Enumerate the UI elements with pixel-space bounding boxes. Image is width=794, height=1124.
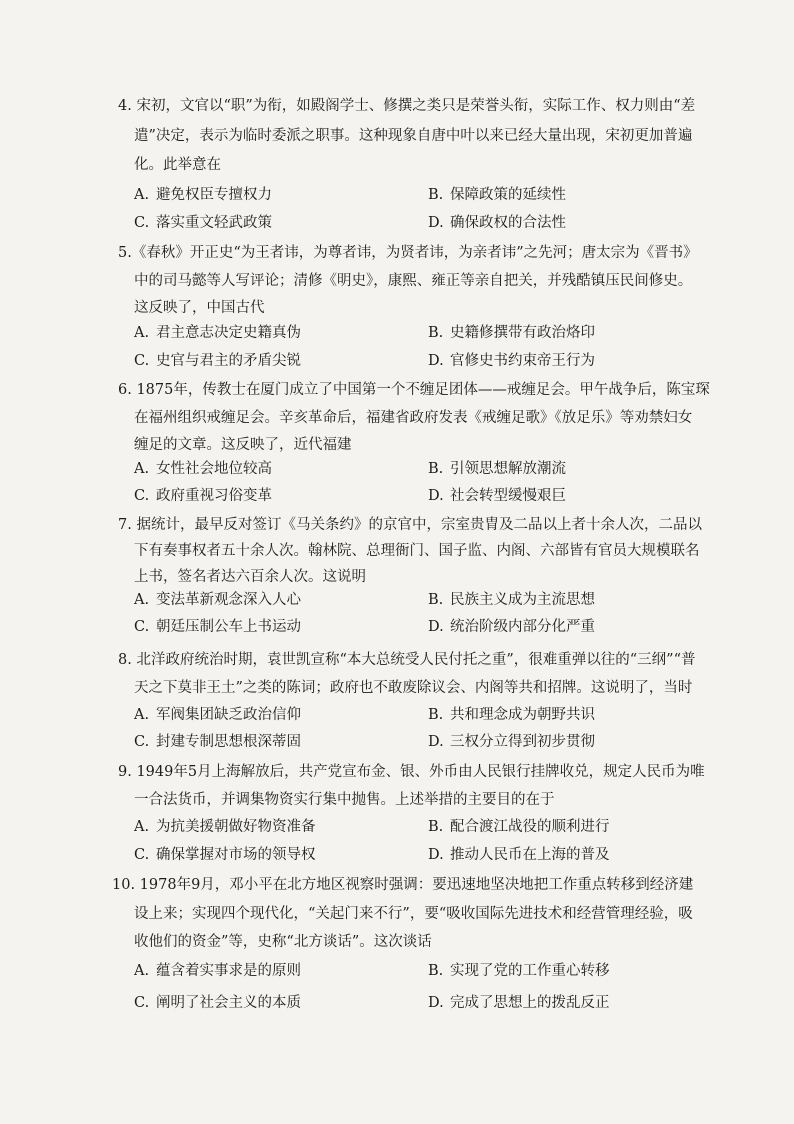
option-letter: C. [134,847,150,863]
option-7a [134,590,301,610]
question-4-line-3: 化。此举意在 [134,157,221,173]
option-letter: C. [134,215,150,231]
option-letter: C. [134,488,150,504]
option-text: 三权分立得到初步贯彻 [450,734,595,750]
option-text: 确保政权的合法性 [450,215,566,231]
option-text: 阐明了社会主义的本质 [156,995,301,1011]
option-5c [134,351,301,371]
option-text: 变法革新观念深入人心 [156,592,301,608]
question-4-line-1: 4. 宋初，文官以“职”为衔，如殿阁学士、修撰之类只是荣誉头衔，实际工作、权力则由“差 [118,98,696,114]
option-text: 避免权臣专擅权力 [156,187,272,203]
option-letter: D. [428,353,444,369]
option-letter: A. [134,325,150,341]
option-text: 官修史书约束帝王行为 [450,353,595,369]
question-7-line-2: 下有奏事权者五十余人次。翰林院、总理衙门、国子监、内阁、六部皆有官员大规模联名 [134,543,700,559]
option-text: 民族主义成为主流思想 [450,592,595,608]
question-6-line-2: 在福州组织戒缠足会。辛亥革命后，福建省政府发表《戒缠足歌》《放足乐》等劝禁妇女 [134,410,693,426]
option-text: 封建专制思想根深蒂固 [156,734,301,750]
option-letter: A. [134,187,150,203]
option-letter: C. [134,995,150,1011]
option-5d [428,351,595,371]
option-text: 实现了党的工作重心转移 [450,963,610,979]
option-letter: B. [428,819,444,835]
option-9b [428,817,610,837]
option-letter: D. [428,995,444,1011]
question-7-line-1: 7. 据统计，最早反对签订《马关条约》的京官中，宗室贵胄及二品以上者十余人次，二品以 [118,517,702,533]
question-9-line-1: 9. 1949年5月上海解放后，共产党宣布金、银、外币由人民银行挂牌收兑，规定人民币为唯 [118,764,705,780]
option-letter: C. [134,353,150,369]
question-6-line-3: 缠足的文章。这反映了，近代福建 [134,437,352,453]
option-8d [428,732,595,752]
option-text: 配合渡江战役的顺利进行 [450,819,610,835]
option-10a [134,961,301,981]
question-5-line-3: 这反映了，中国古代 [134,300,265,316]
option-5b [428,323,595,343]
option-letter: A. [134,592,150,608]
option-text: 君主意志决定史籍真伪 [156,325,301,341]
option-text: 落实重文轻武政策 [156,215,272,231]
option-7b [428,590,595,610]
question-6-line-1: 6. 1875年，传教士在厦门成立了中国第一个不缠足团体——戒缠足会。甲午战争后，陈宝琛 [118,382,710,398]
option-10c [134,993,301,1013]
option-letter: B. [428,461,444,477]
option-6d [428,486,566,506]
option-text: 政府重视习俗变革 [156,488,272,504]
option-text: 完成了思想上的拨乱反正 [450,995,610,1011]
option-4a [134,185,272,205]
option-letter: B. [428,187,444,203]
option-letter: B. [428,707,444,723]
option-text: 共和理念成为朝野共识 [450,707,595,723]
question-5-line-2: 中的司马懿等人写评论；清修《明史》，康熙、雍正等亲自把关，并残酷镇压民间修史。 [134,273,693,289]
option-letter: C. [134,619,150,635]
option-text: 为抗美援朝做好物资准备 [156,819,316,835]
option-5a [134,323,301,343]
question-10-line-3: 收他们的资金”等，史称“北方谈话”。这次谈话 [134,934,432,950]
option-letter: A. [134,707,150,723]
option-4c [134,213,272,233]
option-text: 保障政策的延续性 [450,187,566,203]
option-text: 蕴含着实事求是的原则 [156,963,301,979]
option-text: 确保掌握对市场的领导权 [156,847,316,863]
option-6b [428,459,566,479]
option-10d [428,993,610,1013]
option-letter: B. [428,963,444,979]
option-letter: D. [428,619,444,635]
option-7d [428,617,595,637]
option-8b [428,705,595,725]
option-text: 推动人民币在上海的普及 [450,847,610,863]
option-letter: A. [134,461,150,477]
option-8a [134,705,301,725]
option-letter: D. [428,488,444,504]
option-letter: A. [134,963,150,979]
question-5-line-1: 5.《春秋》开正史“为王者讳，为尊者讳，为贤者讳，为亲者讳”之先河；唐太宗为《晋书》 [118,245,698,261]
option-text: 史官与君主的矛盾尖锐 [156,353,301,369]
option-8c [134,732,301,752]
option-letter: D. [428,847,444,863]
option-letter: D. [428,734,444,750]
option-4b [428,185,566,205]
option-letter: D. [428,215,444,231]
question-7-line-3: 上书，签名者达六百余人次。这说明 [134,569,366,585]
question-4-line-2: 遣”决定，表示为临时委派之职事。这种现象自唐中叶以来已经大量出现，宋初更加普遍 [134,128,693,144]
option-text: 社会转型缓慢艰巨 [450,488,566,504]
option-text: 女性社会地位较高 [156,461,272,477]
option-7c [134,617,301,637]
question-10-line-1: 10. 1978年9月，邓小平在北方地区视察时强调：要迅速地坚决地把工作重点转移到经济建 [112,877,694,893]
option-9d [428,845,610,865]
question-8-line-2: 天之下莫非王土”之类的陈词；政府也不敢废除议会、内阁等共和招牌。这说明了，当时 [134,680,693,696]
option-4d [428,213,566,233]
option-text: 统治阶级内部分化严重 [450,619,595,635]
option-text: 史籍修撰带有政治烙印 [450,325,595,341]
option-9a [134,817,316,837]
option-10b [428,961,610,981]
option-text: 引领思想解放潮流 [450,461,566,477]
option-9c [134,845,316,865]
option-letter: B. [428,325,444,341]
option-text: 朝廷压制公车上书运动 [156,619,301,635]
question-8-line-1: 8. 北洋政府统治时期，袁世凯宣称“本大总统受人民付托之重”，很难重弹以往的“三纲”“普 [118,652,696,668]
option-letter: C. [134,734,150,750]
question-10-line-2: 设上来；实现四个现代化，“关起门来不行”，要“吸收国际先进技术和经营管理经验，吸 [134,906,693,922]
option-6c [134,486,272,506]
option-letter: B. [428,592,444,608]
question-9-line-2: 一合法货币，并调集物资实行集中抛售。上述举措的主要目的在于 [134,792,555,808]
option-letter: A. [134,819,150,835]
option-6a [134,459,272,479]
option-text: 军阀集团缺乏政治信仰 [156,707,301,723]
